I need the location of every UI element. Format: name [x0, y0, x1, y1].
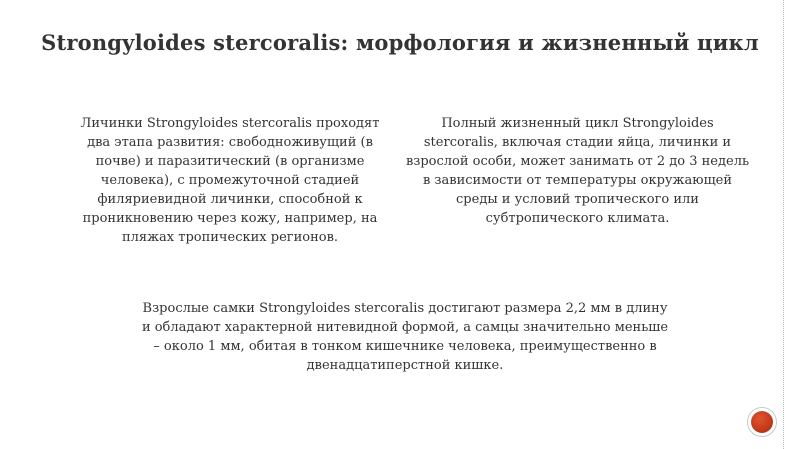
circle-red-button-inner [751, 411, 773, 433]
slide-title: Strongyloides stercoralis: морфология и жизненный цикл [41, 30, 759, 55]
left-text-block: Личинки Strongyloides stercoralis проходят два этапа развития: свободноживущий (в почве) и паразитический (в организме человека), с промежуточной стадией филяриевидной личинки, способной к проникновению через кожу, например, на пляжах тропических регионов. [80, 116, 380, 245]
bottom-text-block: Взрослые самки Strongyloides stercoralis достигают размера 2,2 мм в длину и обладают характерной нитевидной формой, а самцы значительно меньше – около 1 мм, обитая в тонком кишечнике человека, преимущественно в двенадцатиперстной кишке. [141, 301, 669, 373]
decorative-dotted-line [783, 0, 784, 449]
circle-red-button-icon[interactable] [747, 407, 777, 437]
right-text-block: Полный жизненный цикл Strongyloides stercoralis, включая стадии яйца, личинки и взрослой особи, может занимать от 2 до 3 недель в зависимости от температуры окружающей среды и условий тропического или субтропического климата. [405, 116, 750, 226]
